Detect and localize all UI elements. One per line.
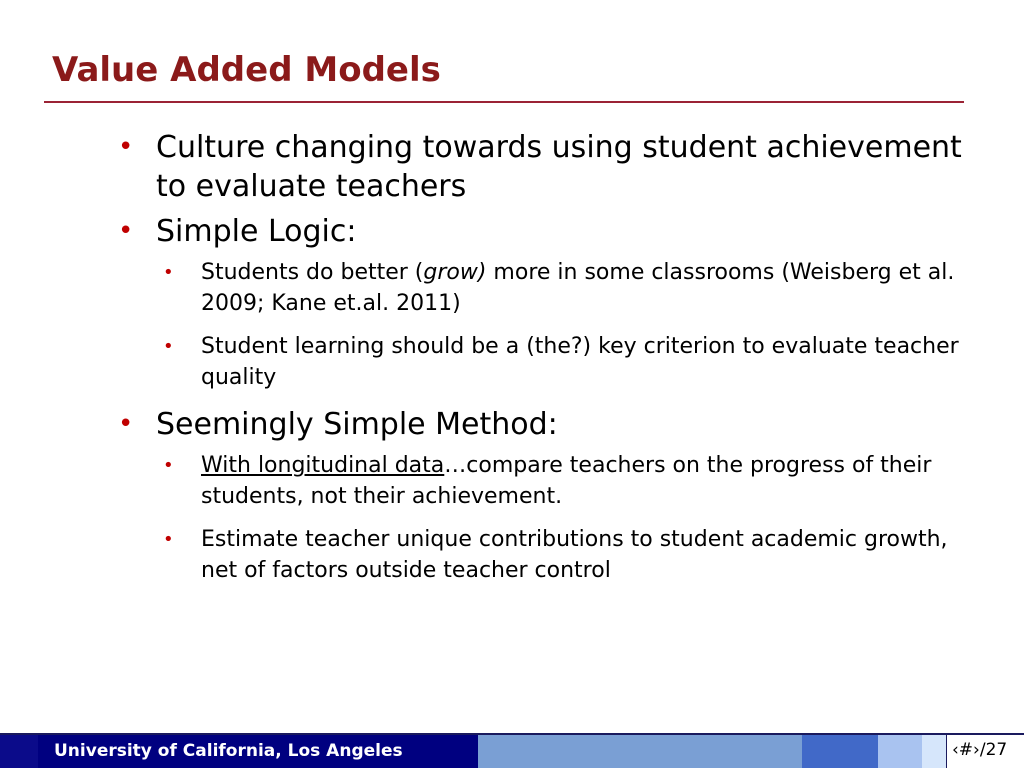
subbullet-text-underlined: With longitudinal data: [201, 453, 445, 478]
bullet-text: Simple Logic:: [156, 214, 357, 249]
subbullet-longitudinal-data: [163, 450, 978, 512]
slide-body: [118, 128, 978, 598]
footer-bar: [0, 733, 1024, 768]
bullet-text: Seemingly Simple Method:: [156, 407, 558, 442]
bullet-text: Culture changing towards using student achievement to evaluate teachers: [156, 130, 962, 204]
subbullet-text-italic: grow): [423, 260, 487, 285]
slide-title: Value Added Models: [52, 50, 441, 90]
subbullet-estimate-contributions: [163, 524, 978, 586]
bullet-culture: [118, 128, 978, 206]
bullet-simple-logic: [118, 212, 978, 251]
subbullet-text-post: …compare teachers on the progress of their students, not their achievement.: [201, 453, 932, 509]
footer-institution: University of California, Los Angeles: [54, 741, 403, 761]
subbullet-student-learning: [163, 331, 978, 393]
footer-block: [922, 735, 946, 768]
subbullet-text: Student learning should be a (the?) key criterion to evaluate teacher quality: [201, 334, 959, 390]
footer-block: [802, 735, 878, 768]
bullet-dot-icon: •: [118, 132, 134, 162]
bullet-dot-icon: •: [163, 529, 174, 550]
footer-block: [478, 735, 802, 768]
subbullet-text: Estimate teacher unique contributions to student academic growth, net of factors outside teacher control: [201, 527, 948, 583]
bullet-dot-icon: •: [163, 336, 174, 357]
bullet-dot-icon: •: [118, 409, 134, 439]
bullet-dot-icon: •: [163, 262, 174, 283]
title-divider: [44, 101, 964, 103]
footer-block: [878, 735, 922, 768]
subbullet-text-pre: Students do better (: [201, 260, 424, 285]
bullet-dot-icon: •: [163, 455, 174, 476]
subbullet-text-post: more in some classrooms (Weisberg et al. 2009; Kane et.al. 2011): [201, 260, 955, 316]
bullet-seemingly-simple-method: [118, 405, 978, 444]
page-number: ‹#›/27: [952, 740, 1008, 760]
bullet-dot-icon: •: [118, 216, 134, 246]
footer-block: [0, 735, 38, 768]
subbullet-students-grow: [163, 257, 978, 319]
